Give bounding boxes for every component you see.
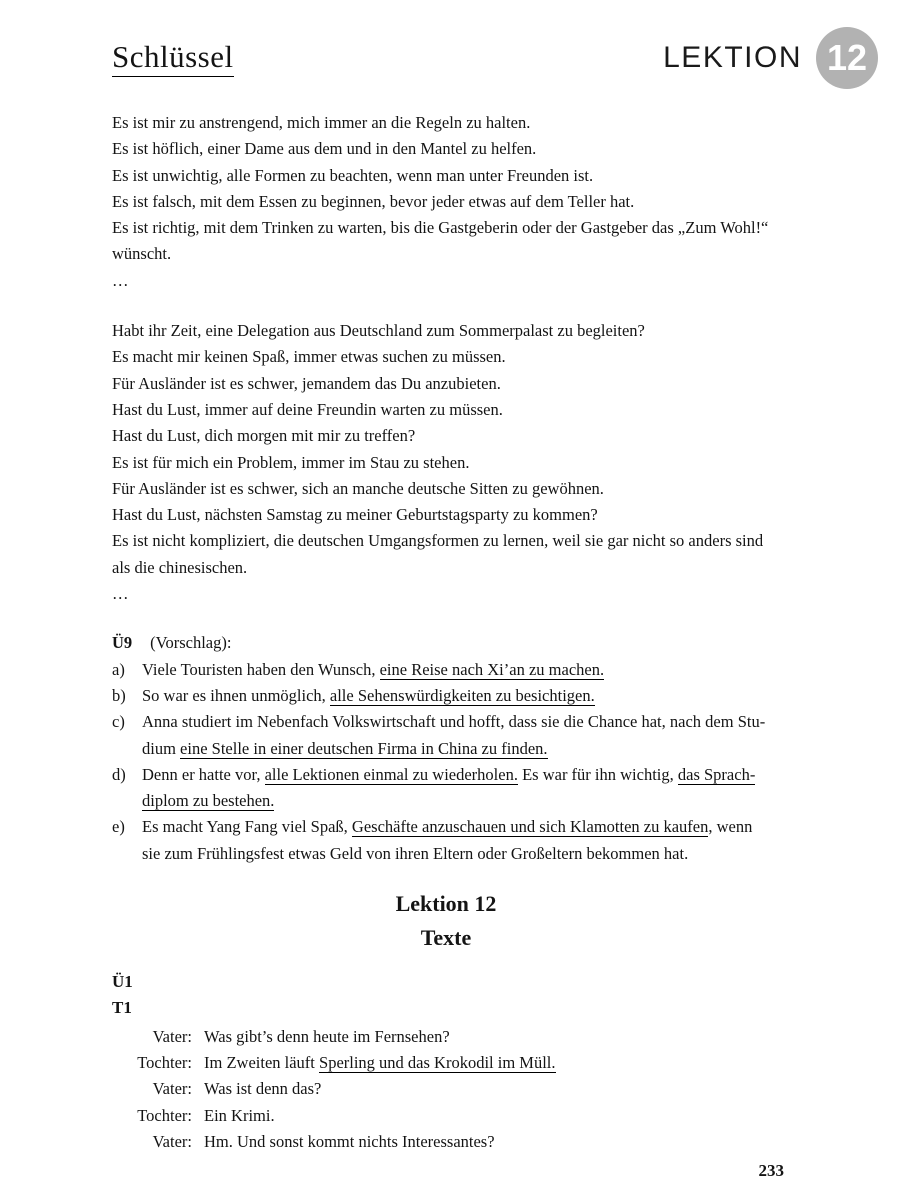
- lektion-number-badge: 12: [816, 27, 878, 89]
- text-line: [112, 555, 870, 581]
- page-number: 233: [758, 1161, 784, 1180]
- label-u1: Ü1: [112, 972, 133, 992]
- dialogue-t1: [112, 1024, 870, 1155]
- dialogue-text: [204, 1076, 321, 1102]
- text-line: [112, 344, 870, 370]
- text-segment: Es ist für mich ein Problem, immer im Stau zu stehen.: [112, 452, 470, 472]
- dialogue-row: [112, 1024, 870, 1050]
- text-segment: Habt ihr Zeit, eine Delegation aus Deutschland zum Sommerpalast zu begleiten?: [112, 321, 645, 341]
- dialogue-text: [204, 1050, 556, 1076]
- text-line: [112, 397, 870, 423]
- heading-lektion-12: Lektion 12: [395, 891, 497, 917]
- text-line: [112, 189, 870, 215]
- dialogue-text: [204, 1129, 495, 1155]
- exercise-number: Ü9: [112, 633, 133, 653]
- underlined-text: Geschäfte anzuschauen und sich Klamotten zu kaufen: [351, 817, 709, 837]
- text-segment: Was gibt’s denn heute im Fernsehen?: [204, 1026, 450, 1046]
- dialogue-row: [112, 1050, 870, 1076]
- text-line: [142, 683, 870, 709]
- list-marker: a): [112, 659, 125, 679]
- page-header: [0, 0, 900, 92]
- text-line: [112, 318, 870, 344]
- dialogue-text: [204, 1103, 275, 1129]
- text-segment: Es ist richtig, mit dem Trinken zu warten, bis die Gastgeberin oder der Gastgeber das „Zum Wohl!“: [112, 218, 769, 238]
- label-t1: T1: [112, 998, 132, 1018]
- speaker-name: Vater:: [152, 1079, 192, 1099]
- list-marker: e): [112, 817, 125, 837]
- list-marker: b): [112, 685, 126, 705]
- text-line: [112, 136, 870, 162]
- list-item: [112, 814, 870, 867]
- text-segment: dium: [142, 738, 181, 758]
- page-title: Schlüssel: [112, 39, 234, 77]
- speaker-name: Tochter:: [137, 1052, 192, 1072]
- exercise-u9-label: [112, 630, 870, 656]
- answers-paragraph-1: [112, 110, 870, 268]
- text-line: [112, 163, 870, 189]
- text-line: [112, 241, 870, 267]
- heading-texte: Texte: [420, 925, 472, 951]
- text-segment: Es ist nicht kompliziert, die deutschen Umgangsformen zu lernen, weil sie gar nicht so anders sind: [112, 531, 764, 551]
- text-segment: So war es ihnen unmöglich,: [142, 685, 330, 705]
- lektion-header: [663, 27, 878, 89]
- exercise-hint: (Vorschlag):: [150, 633, 232, 653]
- list-marker: c): [112, 712, 125, 732]
- text-segment: Denn er hatte vor,: [142, 764, 265, 784]
- text-segment: Hast du Lust, nächsten Samstag zu meiner Geburtstagsparty zu kommen?: [112, 505, 598, 525]
- underlined-text: diplom zu bestehen.: [142, 791, 275, 811]
- text-segment: wünscht.: [112, 244, 172, 264]
- text-line: [142, 736, 870, 762]
- answers-paragraph-2: [112, 318, 870, 581]
- list-item: [112, 683, 870, 709]
- text-segment: Es ist falsch, mit dem Essen zu beginnen, bevor jeder etwas auf dem Teller hat.: [112, 191, 635, 211]
- list-item: [112, 709, 870, 762]
- speaker-name: Vater:: [152, 1026, 192, 1046]
- lektion-label: LEKTION: [663, 41, 802, 74]
- underlined-text: eine Stelle in einer deutschen Firma in China zu finden.: [180, 738, 548, 758]
- text-segment: Viele Touristen haben den Wunsch,: [142, 659, 380, 679]
- ellipsis-2: …: [112, 584, 132, 604]
- text-segment: Es macht Yang Fang viel Spaß,: [142, 817, 352, 837]
- text-segment: Im Zweiten läuft: [204, 1052, 320, 1072]
- text-segment: als die chinesischen.: [112, 557, 248, 577]
- content-blocks: [0, 92, 900, 1155]
- text-line: [112, 215, 870, 241]
- text-line: [142, 841, 870, 867]
- underlined-text: alle Lektionen einmal zu wiederholen.: [264, 764, 518, 784]
- text-segment: Was ist denn das?: [204, 1079, 322, 1099]
- list-item: [112, 657, 870, 683]
- ellipsis-1: …: [112, 270, 132, 290]
- text-line: [112, 450, 870, 476]
- text-line: [142, 814, 870, 840]
- text-segment: , wenn: [708, 817, 753, 837]
- underlined-text: Sperling und das Krokodil im Müll.: [319, 1052, 556, 1072]
- list-item: [112, 762, 870, 815]
- text-segment: Anna studiert im Nebenfach Volkswirtschaft und hofft, dass sie die Chance hat, nach dem Stu-: [142, 712, 766, 732]
- dialogue-row: [112, 1103, 870, 1129]
- text-segment: Es macht mir keinen Spaß, immer etwas suchen zu müssen.: [112, 347, 506, 367]
- text-segment: Hm. Und sonst kommt nichts Interessantes?: [204, 1131, 495, 1151]
- text-line: [112, 423, 870, 449]
- text-line: [112, 528, 870, 554]
- text-line: [112, 476, 870, 502]
- text-segment: sie zum Frühlingsfest etwas Geld von ihren Eltern oder Großeltern bekommen hat.: [142, 843, 689, 863]
- text-segment: Es ist unwichtig, alle Formen zu beachten, wenn man unter Freunden ist.: [112, 165, 594, 185]
- text-segment: Für Ausländer ist es schwer, jemandem das Du anzubieten.: [112, 373, 501, 393]
- underlined-text: das Sprach-: [677, 764, 756, 784]
- exercise-u9-list: [112, 657, 870, 867]
- text-segment: Für Ausländer ist es schwer, sich an manche deutsche Sitten zu gewöhnen.: [112, 478, 604, 498]
- text-line: [112, 502, 870, 528]
- text-line: [142, 657, 870, 683]
- list-item-text: [142, 657, 870, 683]
- text-segment: Es war für ihn wichtig,: [517, 764, 678, 784]
- text-segment: Ein Krimi.: [204, 1105, 275, 1125]
- list-item-text: [142, 683, 870, 709]
- list-item-text: [142, 762, 870, 815]
- text-line: [112, 371, 870, 397]
- text-line: [142, 762, 870, 788]
- dialogue-row: [112, 1129, 870, 1155]
- dialogue-text: [204, 1024, 450, 1050]
- speaker-name: Tochter:: [137, 1105, 192, 1125]
- text-segment: Es ist mir zu anstrengend, mich immer an die Regeln zu halten.: [112, 113, 531, 132]
- dialogue-row: [112, 1076, 870, 1102]
- list-item-text: [142, 709, 870, 762]
- speaker-name: Vater:: [152, 1131, 192, 1151]
- list-marker: d): [112, 764, 126, 784]
- list-item-text: [142, 814, 870, 867]
- text-segment: Es ist höflich, einer Dame aus dem und in den Mantel zu helfen.: [112, 139, 537, 159]
- underlined-text: alle Sehenswürdigkeiten zu besichtigen.: [329, 685, 595, 705]
- text-line: [142, 788, 870, 814]
- text-line: [142, 709, 870, 735]
- underlined-text: eine Reise nach Xi’an zu machen.: [379, 659, 605, 679]
- text-segment: Hast du Lust, dich morgen mit mir zu treffen?: [112, 426, 416, 446]
- text-line: [112, 110, 870, 136]
- text-segment: Hast du Lust, immer auf deine Freundin warten zu müssen.: [112, 399, 503, 419]
